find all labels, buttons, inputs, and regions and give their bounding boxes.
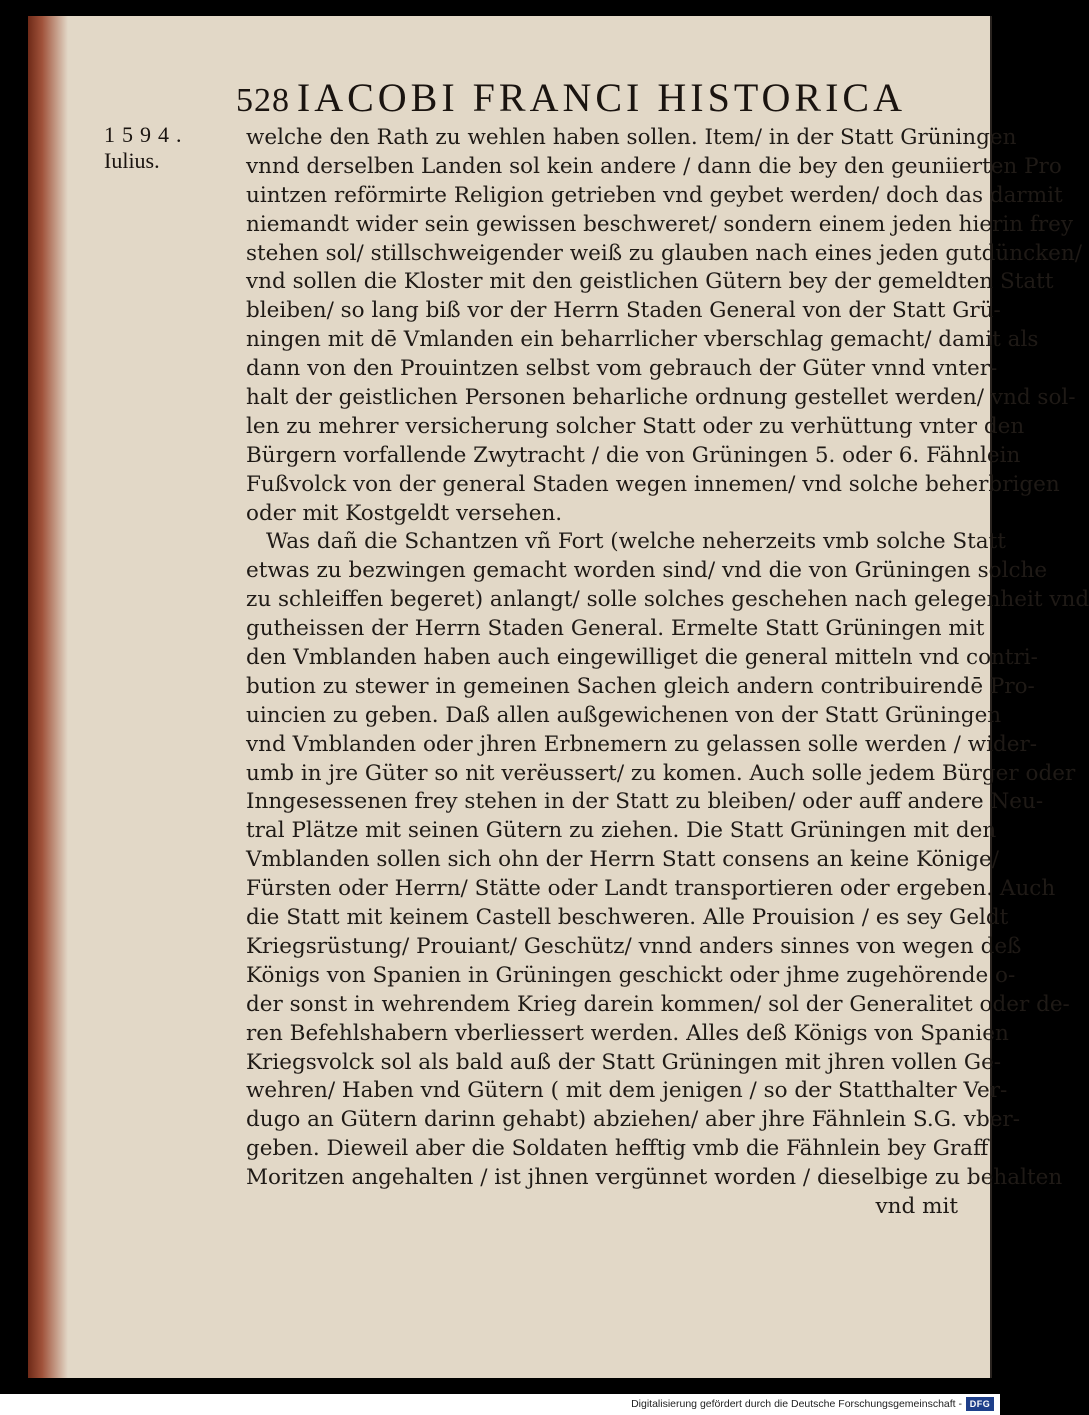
text-line: etwas zu bezwingen gemacht worden sind/ vnd die von Grüningen solche xyxy=(246,558,1048,584)
margin-year: 1594. xyxy=(104,122,189,147)
text-line: niemandt wider sein gewissen beschweret/ sondern einem jeden hierin frey xyxy=(246,211,1074,237)
text-line: geben. Dieweil aber die Soldaten hefftig vmb die Fähnlein bey Graff xyxy=(246,1136,989,1162)
text-line: bution zu stewer in gemeinen Sachen gleich andern contribuirendē Pro- xyxy=(246,673,1035,699)
text-line: Vmblanden sollen sich ohn der Herrn Statt consens an keine Könige/ xyxy=(246,847,999,873)
text-line: vnnd derselben Landen sol kein andere / dann die bey den geuniierten Pro xyxy=(246,153,1062,179)
text-line: oder mit Kostgeldt versehen. xyxy=(246,500,563,526)
text-line: Königs von Spanien in Grüningen geschickt oder jhme zugehörende o- xyxy=(246,962,1016,988)
text-line: gutheissen der Herrn Staden General. Ermelte Statt Grüningen mit xyxy=(246,616,985,642)
text-line: Fürsten oder Herrn/ Stätte oder Landt transportieren oder ergeben. Auch xyxy=(246,876,1056,902)
text-line: stehen sol/ stillschweigender weiß zu glauben nach eines jeden gutdüncken/ xyxy=(246,240,1082,266)
dfg-logo: DFG xyxy=(966,1397,994,1411)
footer-credit: Digitalisierung gefördert durch die Deutsche Forschungsgemeinschaft - xyxy=(631,1398,962,1410)
body-text xyxy=(246,124,1089,1222)
text-line: bleiben/ so lang biß vor der Herrn Staden General von der Statt Grü- xyxy=(246,298,1001,324)
text-line: Fußvolck von der general Staden wegen innemen/ vnd solche beherbrigen xyxy=(246,471,1060,497)
text-line: dann von den Prouintzen selbst vom gebrauch der Güter vnnd vnter- xyxy=(246,356,998,382)
text-line: vnd sollen die Kloster mit den geistlichen Gütern bey der gemeldten Statt xyxy=(246,269,1054,295)
text-line: uintzen reförmirte Religion getrieben vnd geybet werden/ doch das darmit xyxy=(246,182,1063,208)
text-line: umb in jre Güter so nit verëussert/ zu komen. Auch solle jedem Bürger oder xyxy=(246,760,1076,786)
text-line: uincien zu geben. Daß allen außgewichenen von der Statt Grüningen xyxy=(246,702,1002,728)
text-line: halt der geistlichen Personen beharliche ordnung gestellet werden/ vnd sol- xyxy=(246,385,1076,411)
text-line: Was dañ die Schantzen vñ Fort (welche neherzeits vmb solche Statt xyxy=(266,529,1006,555)
text-line: Kriegsvolck sol als bald auß der Statt Grüningen mit jhren vollen Ge- xyxy=(246,1049,1002,1075)
text-line: Bürgern vorfallende Zwytracht / die von Grüningen 5. oder 6. Fähnlein xyxy=(246,442,1021,468)
text-line: welche den Rath zu wehlen haben sollen. Item/ in der Statt Grüningen xyxy=(246,125,1017,150)
margin-note xyxy=(104,122,214,174)
text-line: der sonst in wehrendem Krieg darein kommen/ sol der Generalitet oder de- xyxy=(246,991,1070,1017)
text-line: ningen mit dē Vmlanden ein beharrlicher vberschlag gemacht/ damit als xyxy=(246,327,1039,353)
margin-month: Iulius. xyxy=(104,148,160,173)
text-line: Kriegsrüstung/ Prouiant/ Geschütz/ vnnd anders sinnes von wegen deß xyxy=(246,933,1022,959)
text-line: zu schleiffen begeret) anlangt/ solle solches geschehen nach gelegenheit vnd xyxy=(246,587,1089,613)
footer-bar xyxy=(0,1394,1000,1415)
text-line: dugo an Gütern darinn gehabt) abziehen/ aber jhre Fähnlein S.G. vber- xyxy=(246,1107,1020,1133)
text-line: wehren/ Haben vnd Gütern ( mit dem jenigen / so der Statthalter Ver- xyxy=(246,1078,1008,1104)
text-line: den Vmblanden haben auch eingewilliget die general mitteln vnd contri- xyxy=(246,645,1038,671)
text-line: Moritzen angehalten / ist jhnen vergünnet worden / dieselbige zu behalten xyxy=(246,1165,1063,1191)
text-line: tral Plätze mit seinen Gütern zu ziehen. Die Statt Grüningen mit den xyxy=(246,818,997,844)
text-line: ren Befehlshabern vberliessert werden. Alles deß Königs von Spanien xyxy=(246,1020,1009,1046)
page-header xyxy=(236,74,906,126)
page-number: 528 xyxy=(236,82,290,119)
text-line: die Statt mit keinem Castell beschweren. Alle Prouision / es sey Geldt xyxy=(246,905,1009,931)
running-title: IACOBI FRANCI HISTORICA xyxy=(296,75,906,120)
text-line: vnd mit xyxy=(875,1193,958,1219)
text-line: vnd Vmblanden oder jhren Erbnemern zu gelassen solle werden / wider- xyxy=(246,731,1037,757)
text-line: len zu mehrer versicherung solcher Statt oder zu verhüttung vnter den xyxy=(246,413,1025,439)
text-line: Inngesessenen frey stehen in der Statt zu bleiben/ oder auff andere Neu- xyxy=(246,789,1044,815)
